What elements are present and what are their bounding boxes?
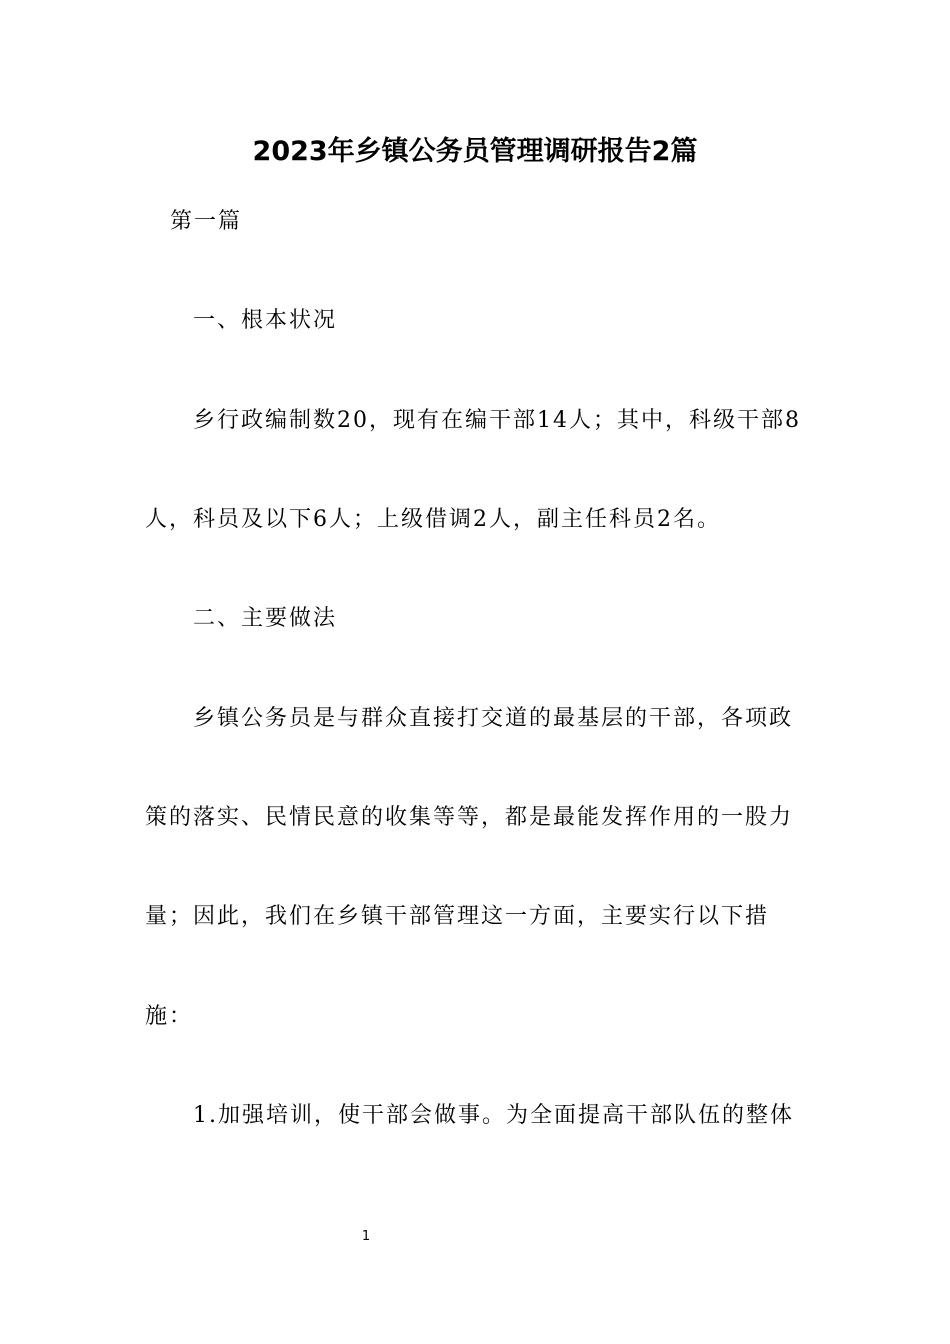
paragraph-line: 策的落实、民情民意的收集等等，都是最能发挥作用的一股力 [145, 805, 794, 830]
document-title: 2023年乡镇公务员管理调研报告2篇 [252, 136, 698, 167]
part-label: 第一篇 [170, 209, 243, 234]
paragraph-line: 1.加强培训，使干部会做事。为全面提高干部队伍的整体 [193, 1103, 794, 1128]
paragraph-line: 施： [145, 1004, 194, 1029]
paragraph-line: 量；因此，我们在乡镇干部管理这一方面，主要实行以下措 [145, 904, 770, 929]
section-heading: 二、主要做法 [193, 606, 338, 631]
page-number: 1 [361, 1229, 371, 1244]
paragraph-line: 乡镇公务员是与群众直接打交道的最基层的干部，各项政 [193, 706, 794, 731]
paragraph-line: 乡行政编制数20，现有在编干部14人；其中，科级干部8 [193, 408, 801, 433]
paragraph-line: 人，科员及以下6人；上级借调2人，副主任科员2名。 [145, 507, 721, 532]
section-heading: 一、根本状况 [193, 308, 338, 333]
